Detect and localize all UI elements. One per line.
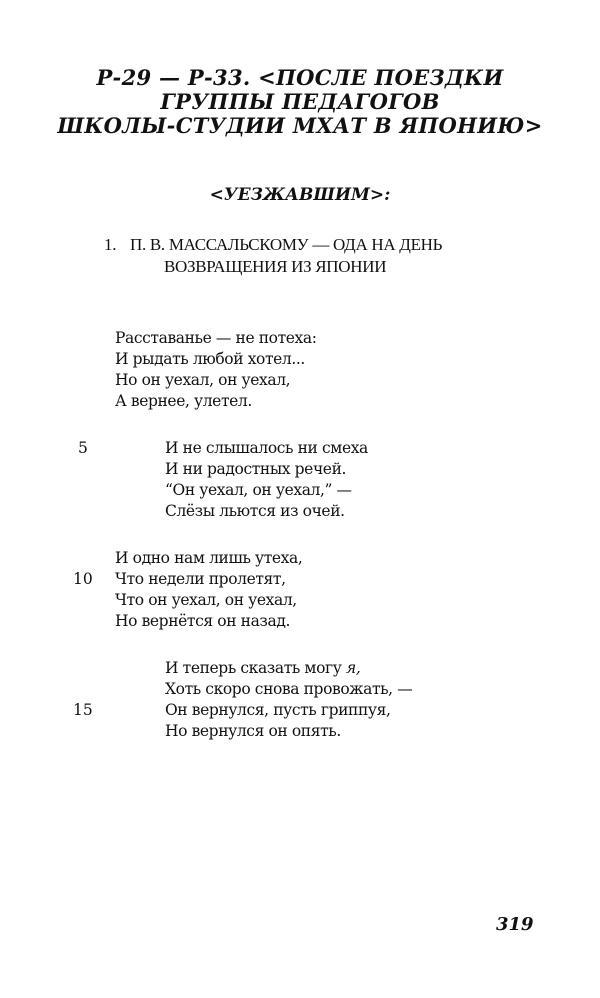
verse-line: А вернее, улетел. <box>115 392 252 410</box>
verse-text: И теперь сказать могу <box>165 659 342 677</box>
italic-word: я, <box>346 659 361 677</box>
poem-heading-line-2: ВОЗВРАЩЕНИЯ ИЗ ЯПОНИИ <box>164 257 387 276</box>
verse-line: Слёзы льются из очей. <box>165 502 345 520</box>
title-line-3: ШКОЛЫ-СТУДИИ МХАТ В ЯПОНИЮ> <box>57 113 543 138</box>
verse-line: И ни радостных речей. <box>165 460 347 478</box>
verse-line: Что недели пролетят, <box>115 570 286 588</box>
title-line-1: Р-29 — Р-33. <ПОСЛЕ ПОЕЗДКИ <box>96 65 504 90</box>
section-title <box>0 66 600 138</box>
stanza-4 <box>165 658 412 742</box>
verse-line: Но вернулся он опять. <box>165 722 341 740</box>
verse-line: Хоть скоро снова провожать, — <box>165 680 413 698</box>
verse-line: Но он уехал, он уехал, <box>115 371 291 389</box>
page-number: 319 <box>496 914 534 935</box>
verse-line <box>165 658 412 679</box>
verse-line: Расставанье — не потеха: <box>115 329 317 347</box>
verse-line: И одно нам лишь утеха, <box>115 549 303 567</box>
poem-heading-line-1: П. В. МАССАЛЬСКОМУ — ОДА НА ДЕНЬ <box>130 235 443 254</box>
line-number-15: 15 <box>73 701 93 719</box>
stanza-3 <box>115 548 302 632</box>
verse-line: Что он уехал, он уехал, <box>115 591 297 609</box>
poem-number: 1. <box>104 235 117 254</box>
stanza-1 <box>115 328 317 412</box>
line-number-5: 5 <box>78 439 88 457</box>
dedication-subtitle: <УЕЗЖАВШИМ>: <box>209 185 391 205</box>
title-line-2: ГРУППЫ ПЕДАГОГОВ <box>160 89 440 114</box>
verse-line: Он вернулся, пусть гриппуя, <box>165 701 391 719</box>
line-number-10: 10 <box>73 570 93 588</box>
verse-line: И не слышалось ни смеха <box>165 439 368 457</box>
stanza-2 <box>165 438 368 522</box>
verse-line: “Он уехал, он уехал,” — <box>165 481 352 499</box>
verse-line: И рыдать любой хотел... <box>115 350 305 368</box>
verse-line: Но вернётся он назад. <box>115 612 290 630</box>
